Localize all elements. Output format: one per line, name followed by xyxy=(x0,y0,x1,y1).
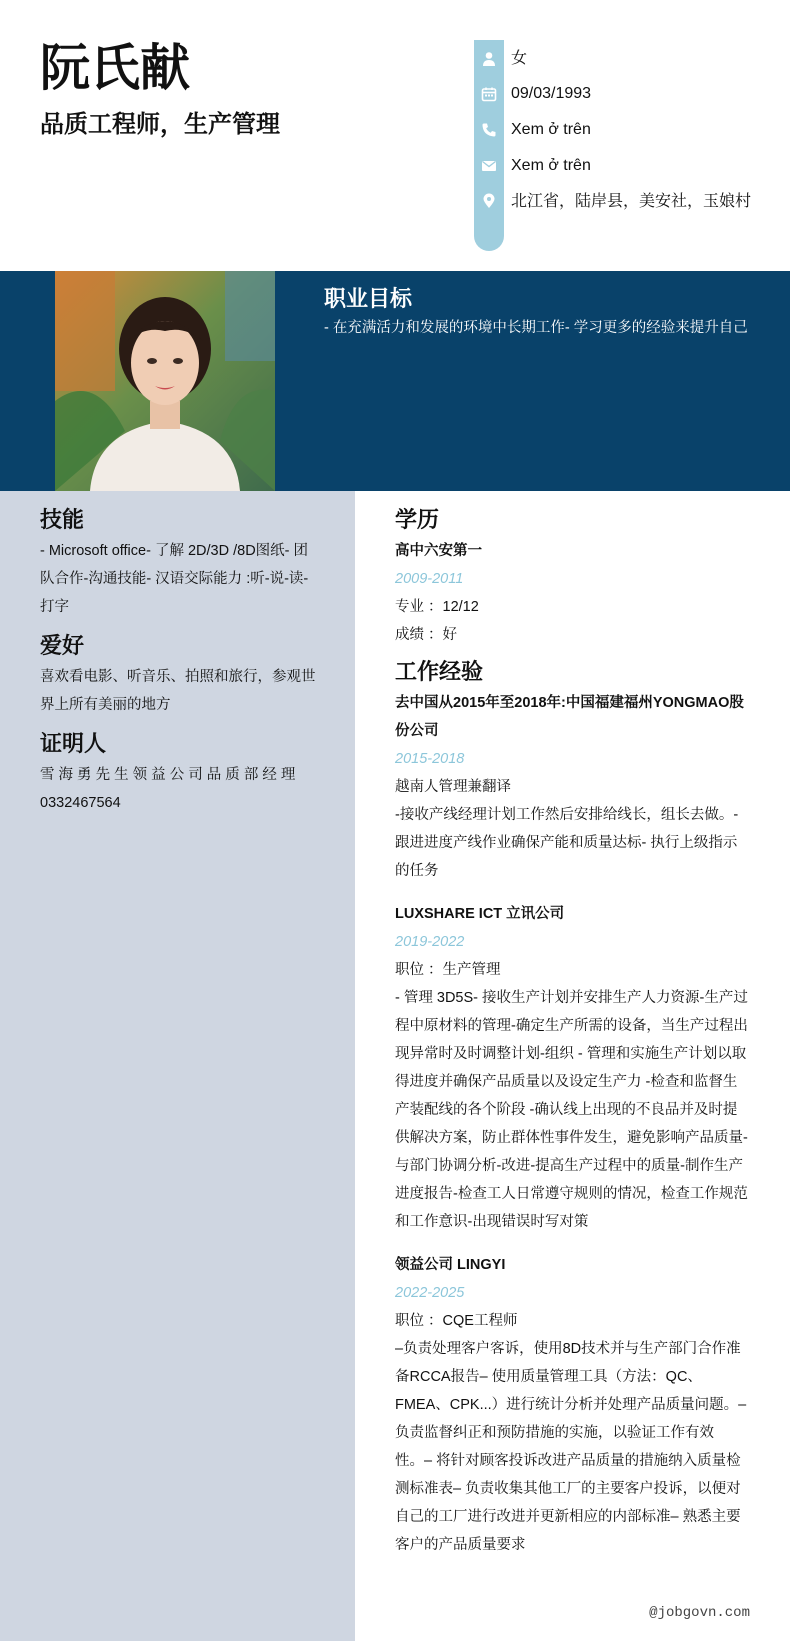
envelope-icon xyxy=(481,158,497,174)
experience-item xyxy=(395,1251,750,1559)
education-grade: 成绩 ：好 xyxy=(395,627,458,643)
candidate-name: 阮氏献 xyxy=(40,40,190,96)
right-column-content xyxy=(395,505,750,1559)
experience-years: 2022-2025 xyxy=(395,1285,465,1301)
experience-role: 职位 ：生产管理 xyxy=(395,962,501,978)
reference-phone: 0332467564 xyxy=(40,795,121,811)
hobbies-title: 爱好 xyxy=(40,633,85,658)
hobbies-text: 喜欢看电影、听音乐、拍照和旅行，参观世界上所有美丽的地方 xyxy=(40,669,316,713)
objective-title: 职业目标 xyxy=(324,286,413,311)
job-title: 品质工程师，生产管理 xyxy=(40,111,280,138)
experience-role: 越南人管理兼翻译 xyxy=(395,779,511,795)
profile-photo xyxy=(55,271,275,491)
person-icon xyxy=(481,51,497,67)
experience-item xyxy=(395,689,750,885)
contact-birthdate: 09/03/1993 xyxy=(511,85,592,102)
skills-text: - Microsoft office- 了解 2D/3D /8D图纸- 团队合作-沟通技能- 汉语交际能力 :听-说-读-打字 xyxy=(40,543,309,615)
experience-company: LUXSHARE ICT 立讯公司 xyxy=(395,906,565,922)
experience-company: 去中国从2015年至2018年:中国福建福州YONGMAO股份公司 xyxy=(395,695,744,739)
contact-phone: Xem ở trên xyxy=(511,121,591,138)
contact-icon-bar xyxy=(474,40,504,251)
experience-role: 职位 ：CQE工程师 xyxy=(395,1313,518,1329)
experience-description: -接收产线经理计划工作然后安排给线长，组长去做。- 跟进进度产线作业确保产能和质量达标- 执行上级指示的任务 xyxy=(395,807,739,879)
contact-gender: 女 xyxy=(511,50,528,67)
education-school: 高中六安第一 xyxy=(395,543,482,559)
experience-years: 2015-2018 xyxy=(395,751,465,767)
experience-title: 工作经验 xyxy=(395,659,484,684)
education-years: 2009-2011 xyxy=(395,571,464,587)
education-title: 学历 xyxy=(395,507,440,532)
contact-email: Xem ở trên xyxy=(511,157,591,174)
objective-text: - 在充满活力和发展的环境中长期工作- 学习更多的经验来提升自己 xyxy=(324,320,748,336)
experience-item xyxy=(395,900,750,1236)
education-major: 专业 ：12/12 xyxy=(395,599,479,615)
experience-description: - 管理 3D5S- 接收生产计划并安排生产人力资源-生产过程中原材料的管理-确定生产所需的设备，当生产过程出现异常时及时调整计划-组织 - 管理和实施生产计划以取得进度并确保产品质量以及设定生产力 -检查和监督生产装配线的各个阶段 -确认线上出现的不良品并及时提供解决方案，防止群体性事件发生，避免影响产品质量-与部门协调分析-改进-提高生产过程中的质量-制作生产进度报告-检查工人日常遵守规则的情况，检查工作规范和工作意识-出现错误时写对策 xyxy=(395,990,748,1230)
experience-years: 2019-2022 xyxy=(395,934,465,950)
experience-company: 领益公司 LINGYI xyxy=(395,1257,506,1273)
calendar-icon xyxy=(481,86,497,102)
contact-address: 北江省，陆岸县，美安社，玉娘村 xyxy=(511,193,752,210)
skills-title: 技能 xyxy=(40,507,85,532)
references-title: 证明人 xyxy=(40,731,107,756)
location-pin-icon xyxy=(481,193,497,209)
phone-icon xyxy=(481,122,497,138)
left-column-content xyxy=(40,505,320,817)
experience-description: –负责处理客户客诉，使用8D技术并与生产部门合作准备RCCA报告– 使用质量管理工具（方法：QC、FMEA、CPK...）进行统计分析并处理产品质量问题。– 负责监督纠正和预防措施的实施，以验证工作有效性。– 将针对顾客投诉改进产品质量的措施纳入质量检测标准表– 负责收集其他工厂的主要客户投诉，以便对自己的工厂进行改进并更新相应的内部标准– 熟悉主要客户的产品质量要求 xyxy=(395,1341,747,1553)
footer-watermark: @jobgovn.com xyxy=(649,1605,750,1621)
reference-name: 雪 海 勇 先 生 领 益 公 司 品 质 部 经 理 xyxy=(40,767,296,783)
